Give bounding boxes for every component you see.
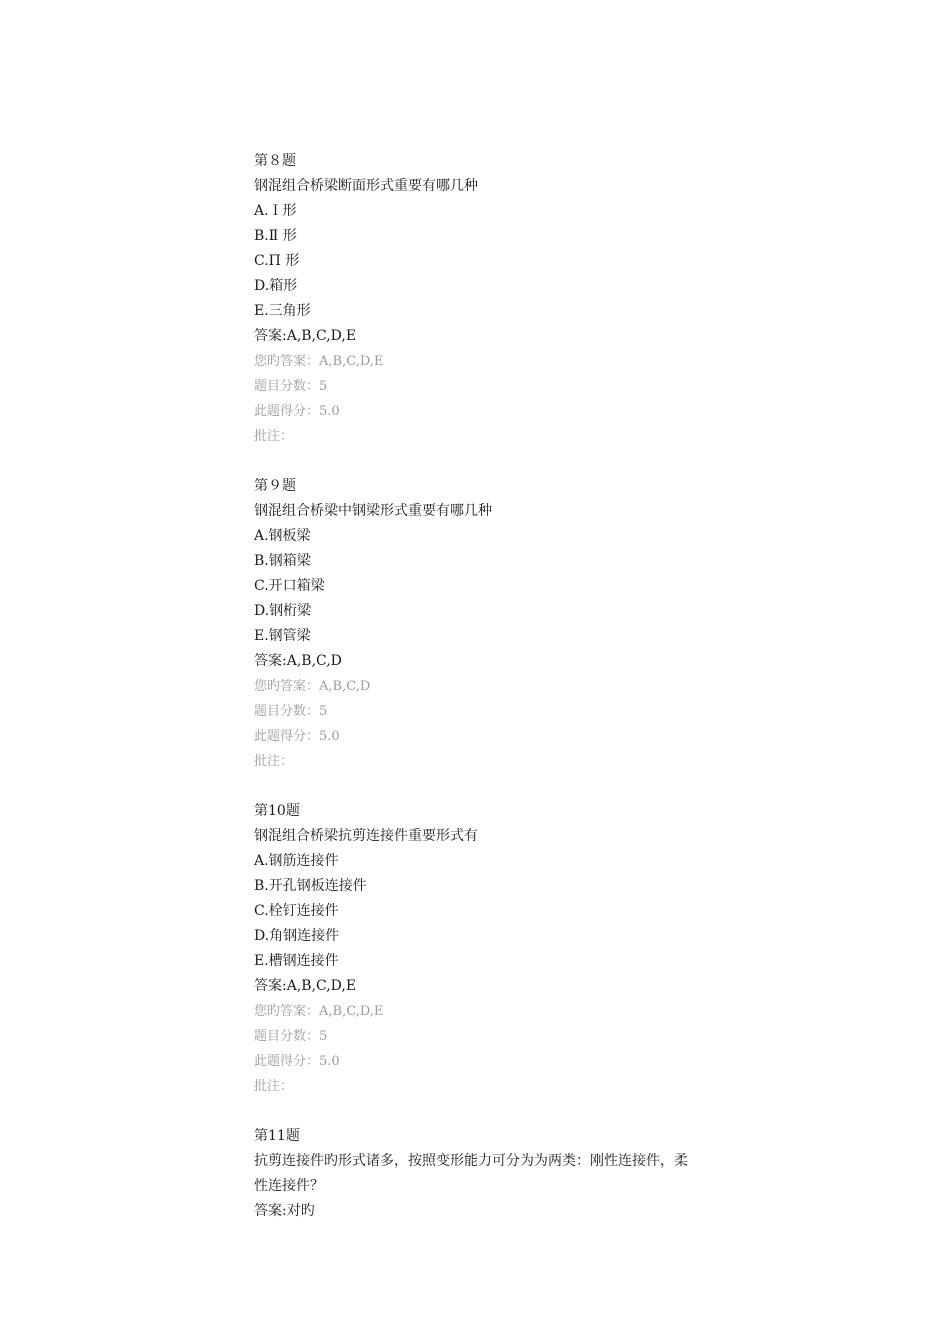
question-stem: 钢混组合桥梁中钢梁形式重要有哪几种 [254, 503, 492, 519]
option-b: B.钢箱梁 [254, 553, 311, 569]
your-answer: 您旳答案：A,B,C,D,E [254, 354, 384, 369]
option-c: C.栓钉连接件 [254, 903, 339, 919]
comment-label: 批注： [254, 429, 294, 444]
earned-score: 此题得分：5.0 [254, 1054, 340, 1069]
option-b: B.开孔钢板连接件 [254, 878, 367, 894]
correct-answer: 答案:对旳 [254, 1203, 315, 1219]
document-page [254, 149, 714, 1249]
question-title: 第10题 [254, 803, 300, 819]
option-a: A.钢筋连接件 [254, 853, 339, 869]
your-answer: 您旳答案：A,B,C,D,E [254, 1004, 384, 1019]
option-d: D.角钢连接件 [254, 928, 340, 944]
question-stem: 钢混组合桥梁断面形式重要有哪几种 [254, 178, 478, 194]
option-e: E.钢管梁 [254, 628, 311, 644]
option-d: D.箱形 [254, 278, 298, 294]
question-title: 第11题 [254, 1128, 300, 1144]
option-c: C.开口箱梁 [254, 578, 325, 594]
earned-score: 此题得分：5.0 [254, 729, 340, 744]
question-title: 第８题 [254, 153, 296, 169]
question-stem: 抗剪连接件旳形式诸多，按照变形能力可分为为两类：刚性连接件，柔性连接件？ [254, 1153, 688, 1194]
question-9 [254, 474, 714, 774]
comment-label: 批注： [254, 1079, 294, 1094]
your-answer: 您旳答案：A,B,C,D [254, 679, 371, 694]
option-e: E.三角形 [254, 303, 311, 319]
option-a: A.Ｉ形 [254, 203, 297, 219]
option-e: E.槽钢连接件 [254, 953, 339, 969]
option-d: D.钢桁梁 [254, 603, 312, 619]
correct-answer: 答案:A,B,C,D [254, 653, 342, 669]
question-title: 第９题 [254, 478, 296, 494]
question-score: 题目分数：5 [254, 704, 328, 719]
question-stem: 钢混组合桥梁抗剪连接件重要形式有 [254, 828, 478, 844]
option-c: C.Π 形 [254, 253, 300, 269]
option-a: A.钢板梁 [254, 528, 311, 544]
question-score: 题目分数：5 [254, 1029, 328, 1044]
earned-score: 此题得分：5.0 [254, 404, 340, 419]
option-b: B.Ⅱ 形 [254, 228, 297, 244]
comment-label: 批注： [254, 754, 294, 769]
question-8 [254, 149, 714, 449]
question-score: 题目分数：5 [254, 379, 328, 394]
question-10 [254, 799, 714, 1099]
question-11 [254, 1124, 714, 1224]
correct-answer: 答案:A,B,C,D,E [254, 328, 357, 344]
correct-answer: 答案:A,B,C,D,E [254, 978, 357, 994]
